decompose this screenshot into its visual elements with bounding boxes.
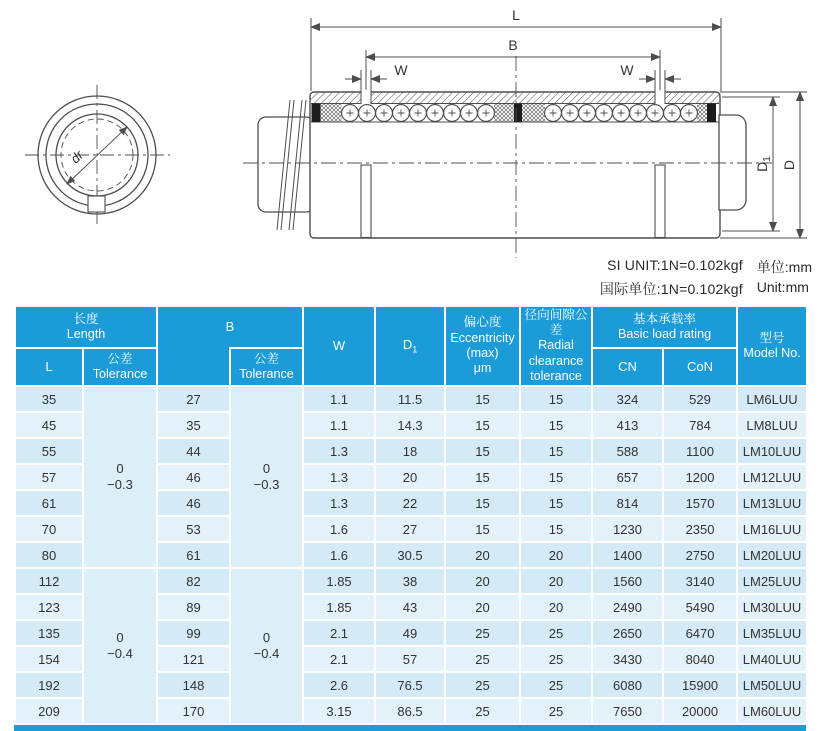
cell-b-tolerance-group1 [230, 386, 303, 568]
cell-con: 1200 [663, 464, 737, 490]
cell-con: 529 [663, 386, 737, 412]
cell-l: 57 [15, 464, 83, 490]
col-model [737, 306, 807, 386]
cell-l-tolerance-group1 [83, 386, 157, 568]
l-tol-zh: 公差 [107, 351, 133, 366]
cell-model: LM25LUU [737, 568, 807, 594]
ring-groove-bottom-right [655, 165, 665, 238]
cell-con: 2350 [663, 516, 737, 542]
cell-ecc: 15 [445, 464, 520, 490]
cell-b: 44 [157, 438, 230, 464]
cell-w: 1.1 [303, 386, 375, 412]
label-W-right: W [620, 62, 634, 78]
cell-l: 70 [15, 516, 83, 542]
label-W-left: W [394, 62, 408, 78]
seal-right [707, 104, 716, 123]
cell-model: LM13LUU [737, 490, 807, 516]
b-tol-zh: 公差 [253, 351, 280, 366]
cell-cn: 324 [592, 386, 663, 412]
cell-w: 1.85 [303, 594, 375, 620]
cell-b-tolerance-group2 [230, 568, 303, 724]
cell-w: 2.1 [303, 620, 375, 646]
cell-l: 35 [15, 386, 83, 412]
cell-w: 1.3 [303, 438, 375, 464]
length-zh: 长度 [73, 311, 99, 326]
ring-groove-top-right [655, 91, 665, 104]
seal-middle [514, 104, 522, 123]
cell-w: 2.6 [303, 672, 375, 698]
col-group-length [15, 306, 157, 348]
cell-b: 27 [157, 386, 230, 412]
tol-top: 0 [116, 629, 124, 645]
label-L: L [512, 7, 520, 23]
cell-ecc: 15 [445, 438, 520, 464]
cell-d1: 14.3 [375, 412, 445, 438]
cell-w: 1.6 [303, 542, 375, 568]
tol-bottom: −0.4 [107, 646, 133, 661]
cell-l: 80 [15, 542, 83, 568]
unit-note [600, 257, 812, 299]
cell-model: LM30LUU [737, 594, 807, 620]
seal-left [312, 104, 321, 123]
cell-radial: 20 [520, 542, 592, 568]
cell-w: 3.15 [303, 698, 375, 724]
cell-model: LM6LUU [737, 386, 807, 412]
cell-cn: 1560 [592, 568, 663, 594]
length-en: Length [66, 327, 106, 341]
keyway-notch [88, 196, 105, 212]
header-row-groups [15, 306, 807, 348]
front-view [25, 85, 170, 228]
cell-radial: 15 [520, 438, 592, 464]
cell-d1: 86.5 [375, 698, 445, 724]
label-D: D [781, 159, 797, 171]
cell-d1: 43 [375, 594, 445, 620]
cell-d1: 76.5 [375, 672, 445, 698]
technical-drawing [0, 0, 820, 300]
cell-con: 1570 [663, 490, 737, 516]
cell-l: 192 [15, 672, 83, 698]
cell-con: 3140 [663, 568, 737, 594]
table-row [15, 386, 807, 412]
radial-en2: clearance [528, 353, 584, 368]
cell-d1: 30.5 [375, 542, 445, 568]
cell-ecc: 25 [445, 672, 520, 698]
cell-radial: 15 [520, 490, 592, 516]
col-eccentricity [445, 306, 520, 386]
col-b-sub-empty [157, 348, 230, 386]
cell-con: 5490 [663, 594, 737, 620]
label-D1: $D_1$ [754, 156, 773, 172]
cell-l: 135 [15, 620, 83, 646]
l-tol-en: Tolerance [92, 367, 148, 381]
cell-l-tolerance-group2 [83, 568, 157, 724]
ecc-en: Eccentricity [450, 330, 515, 345]
cell-con: 8040 [663, 646, 737, 672]
b-tol-en: Tolerance [239, 367, 294, 381]
cell-radial: 25 [520, 672, 592, 698]
cell-con: 15900 [663, 672, 737, 698]
cell-ecc: 20 [445, 568, 520, 594]
cell-model: LM12LUU [737, 464, 807, 490]
cell-model: LM10LUU [737, 438, 807, 464]
cell-model: LM8LUU [737, 412, 807, 438]
intl-unit-mm: Unit:mm [756, 279, 809, 295]
cell-model: LM50LUU [737, 672, 807, 698]
cell-w: 1.1 [303, 412, 375, 438]
cell-radial: 15 [520, 386, 592, 412]
cell-radial: 20 [520, 568, 592, 594]
ecc-max: (max) [466, 346, 499, 360]
cell-cn: 1230 [592, 516, 663, 542]
intl-unit-label: 国际单位:1N=0.102kgf [599, 281, 743, 297]
tol-bottom: −0.3 [107, 477, 133, 492]
table-row [15, 568, 807, 594]
d1-base: D [402, 336, 413, 352]
cell-radial: 25 [520, 646, 592, 672]
ball-row-right [545, 105, 698, 122]
cell-con: 20000 [663, 698, 737, 724]
cell-cn: 1400 [592, 542, 663, 568]
cell-d1: 20 [375, 464, 445, 490]
table-footer-bar [14, 725, 806, 731]
model-zh: 型号 [759, 330, 785, 345]
col-group-b: B [157, 306, 303, 348]
cell-b: 53 [157, 516, 230, 542]
cell-w: 1.85 [303, 568, 375, 594]
cell-model: LM60LUU [737, 698, 807, 724]
cell-w: 2.1 [303, 646, 375, 672]
ring-groove-top-left [361, 91, 371, 104]
radial-en1: Radial [538, 338, 574, 353]
cell-cn: 588 [592, 438, 663, 464]
shaft-left [258, 117, 314, 212]
d1-sub: 1 [412, 344, 418, 355]
load-zh: 基本承载率 [633, 311, 696, 326]
cell-cn: 413 [592, 412, 663, 438]
tol-top: 0 [262, 460, 271, 476]
tol-top: 0 [116, 460, 124, 476]
retainer-left [321, 104, 342, 123]
cell-cn: 814 [592, 490, 663, 516]
spec-table [14, 305, 808, 725]
cell-radial: 25 [520, 620, 592, 646]
cell-ecc: 15 [445, 516, 520, 542]
radial-zh: 径向间隙公差 [524, 307, 588, 337]
cell-d1: 11.5 [375, 386, 445, 412]
cell-b: 121 [157, 646, 230, 672]
cell-d1: 22 [375, 490, 445, 516]
si-unit-mm: 单位:mm [756, 259, 812, 275]
cell-ecc: 15 [445, 412, 520, 438]
bore-diameter-label: dr [67, 147, 87, 167]
cell-con: 2750 [663, 542, 737, 568]
cell-l: 45 [15, 412, 83, 438]
cell-model: LM40LUU [737, 646, 807, 672]
cell-radial: 15 [520, 412, 592, 438]
col-b-tolerance [230, 348, 303, 386]
cell-l: 61 [15, 490, 83, 516]
cell-cn: 3430 [592, 646, 663, 672]
cell-con: 6470 [663, 620, 737, 646]
si-unit-label: SI UNIT:1N=0.102kgf [607, 257, 743, 273]
cell-b: 82 [157, 568, 230, 594]
cell-w: 1.3 [303, 464, 375, 490]
cell-ecc: 20 [445, 594, 520, 620]
cell-model: LM35LUU [737, 620, 807, 646]
cell-con: 1100 [663, 438, 737, 464]
cell-b: 46 [157, 490, 230, 516]
cell-d1: 38 [375, 568, 445, 594]
cell-b: 148 [157, 672, 230, 698]
ecc-zh: 偏心度 [463, 315, 502, 330]
cell-radial: 20 [520, 594, 592, 620]
cell-l: 112 [15, 568, 83, 594]
cell-ecc: 25 [445, 646, 520, 672]
load-en: Basic load rating [617, 327, 712, 341]
tol-top: 0 [262, 629, 271, 645]
cell-cn: 7650 [592, 698, 663, 724]
cell-ecc: 25 [445, 698, 520, 724]
col-cn: CN [592, 348, 663, 386]
shaft-right [719, 115, 746, 210]
cell-ecc: 15 [445, 490, 520, 516]
col-w: W [303, 306, 375, 386]
col-d1 [375, 306, 445, 386]
cell-d1: 57 [375, 646, 445, 672]
cell-radial: 15 [520, 464, 592, 490]
col-group-load [592, 306, 737, 348]
cell-radial: 25 [520, 698, 592, 724]
cell-l: 209 [15, 698, 83, 724]
cell-b: 170 [157, 698, 230, 724]
retainer-right [697, 104, 708, 123]
cell-cn: 6080 [592, 672, 663, 698]
cell-l: 154 [15, 646, 83, 672]
cell-w: 1.6 [303, 516, 375, 542]
cell-w: 1.3 [303, 490, 375, 516]
tol-bottom: −0.4 [253, 646, 280, 661]
cell-b: 89 [157, 594, 230, 620]
model-en: Model No. [743, 346, 801, 360]
section-view [243, 56, 772, 258]
ball-row-left [342, 105, 495, 122]
cell-b: 99 [157, 620, 230, 646]
cell-ecc: 25 [445, 620, 520, 646]
spec-table-wrap [14, 305, 806, 731]
col-l-tolerance [83, 348, 157, 386]
col-con: CoN [663, 348, 737, 386]
label-B: B [508, 37, 518, 53]
tol-bottom: −0.3 [253, 477, 280, 492]
ring-groove-bottom-left [361, 165, 371, 238]
cell-d1: 49 [375, 620, 445, 646]
cell-model: LM20LUU [737, 542, 807, 568]
cell-radial: 15 [520, 516, 592, 542]
cell-ecc: 20 [445, 542, 520, 568]
ecc-um: μm [473, 361, 492, 376]
cell-d1: 18 [375, 438, 445, 464]
cell-b: 35 [157, 412, 230, 438]
cell-b: 46 [157, 464, 230, 490]
cell-l: 123 [15, 594, 83, 620]
cell-con: 784 [663, 412, 737, 438]
cell-d1: 27 [375, 516, 445, 542]
cell-model: LM16LUU [737, 516, 807, 542]
radial-en3: tolerance [530, 369, 582, 384]
cell-ecc: 15 [445, 386, 520, 412]
cell-cn: 2490 [592, 594, 663, 620]
cell-b: 61 [157, 542, 230, 568]
cell-cn: 657 [592, 464, 663, 490]
cell-cn: 2650 [592, 620, 663, 646]
cell-l: 55 [15, 438, 83, 464]
col-l: L [15, 348, 83, 386]
col-radial [520, 306, 592, 386]
